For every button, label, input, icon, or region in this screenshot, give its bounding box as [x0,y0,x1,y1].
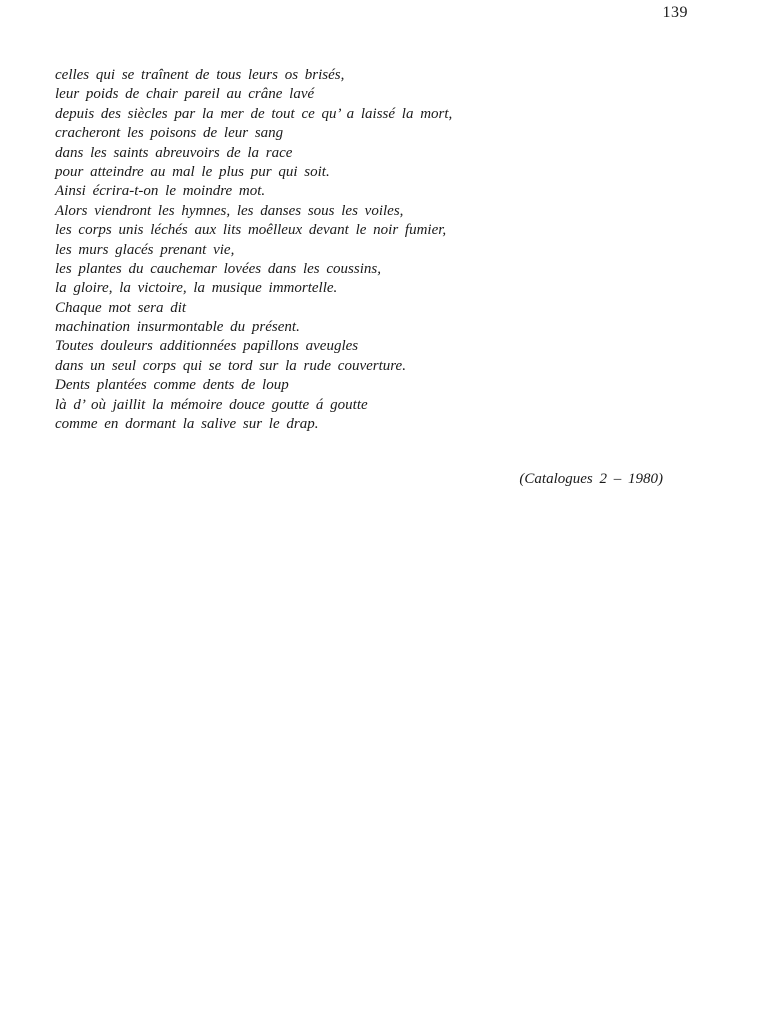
poem-line: Alors viendront les hymnes, les danses sous les voiles, [55,202,404,219]
poem-line: les murs glacés prenant vie, [55,241,235,258]
poem-line: pour atteindre au mal le plus pur qui soit. [55,163,330,180]
poem-line: celles qui se traînent de tous leurs os brisés, [55,67,345,83]
poem-line: Toutes douleurs additionnées papillons aveugles [55,338,359,355]
poem-line: Dents plantées comme dents de loup [55,377,289,394]
poem-line: dans un seul corps qui se tord sur la rude couverture. [55,357,406,374]
page-number: 139 [662,4,688,21]
poem [55,66,515,434]
poem-line: les corps unis léchés aux lits moêlleux devant le noir fumier, [55,222,447,239]
poem-line: dans les saints abreuvoirs de la race [55,144,293,161]
poem-line: comme en dormant la salive sur le drap. [55,416,319,433]
poem-line: Ainsi écrira-t-on le moindre mot. [55,183,266,200]
poem-line: là d’ où jaillit la mémoire douce goutte á goutte [55,396,368,413]
poem-line: leur poids de chair pareil au crâne lavé [55,86,315,103]
poem-line: machination insurmontable du présent. [55,319,300,336]
poem-line: la gloire, la victoire, la musique immortelle. [55,280,338,297]
source-citation: (Catalogues 2 – 1980) [519,471,663,487]
poem-line: les plantes du cauchemar lovées dans les coussins, [55,260,381,277]
poem-line: Chaque mot sera dit [55,299,187,316]
poem-line: depuis des siècles par la mer de tout ce qu’ a laissé la mort, [55,105,453,122]
poem-line: cracheront les poisons de leur sang [55,125,284,142]
